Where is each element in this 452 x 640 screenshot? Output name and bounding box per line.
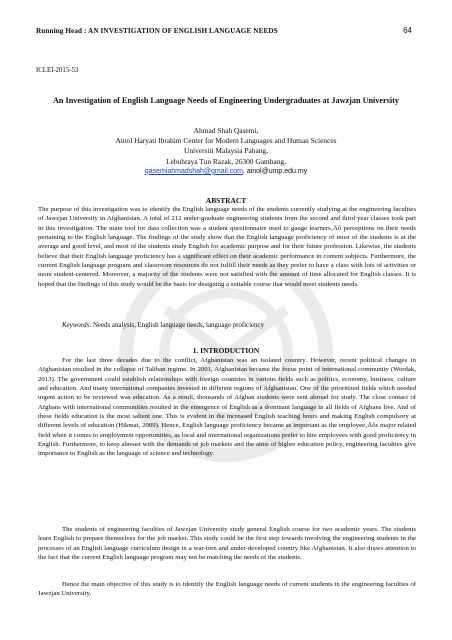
author-university: Universiti Malaysia Pahang, — [184, 146, 268, 156]
intro-paragraph-3: Hence the main objective of this study is to identify the English language needs of current students in the engineering faculties of Jawzjan University. — [38, 581, 416, 598]
keywords-line — [62, 322, 264, 329]
intro-paragraph-2: The students of engineering faculties of Jawzjan University study general English course for two academic years. The students learn English to prepare themselves for the job market. This study could be the first step towards involving the engineering students in the processes of an English language curriculum design in a war-torn and under-developed country like Afghanistan. It also draws attention to the fact that the current English language program may not be matching the needs of the students. — [38, 526, 416, 562]
author-emails — [60, 167, 392, 177]
keywords-label: Keywords — [62, 322, 90, 329]
email-link[interactable]: qasemiahmadshah@gmail.com — [144, 167, 243, 175]
author-name: Ahmad Shah Qasemi, — [193, 126, 259, 135]
page-number: 64 — [403, 26, 412, 35]
paper-title: An Investigation of English Language Needs of Engineering Undergraduates at Jawzjan University — [53, 96, 399, 105]
conference-id: ICLEI-2015-53 — [36, 67, 79, 74]
email-secondary: ainol@ump.edu.my — [246, 167, 308, 175]
email-separator: , — [242, 167, 247, 175]
keywords-text: : Needs analysis, English language needs, language proficiency — [89, 322, 265, 329]
abstract-heading: ABSTRACT — [205, 196, 247, 205]
author-block — [60, 126, 392, 177]
abstract-text: The purpose of this investigation was to identify the English language needs of the students currently studying at the engineering faculties of Jawzjan University in Afghanistan. A total of 212 under-graduate engineering students from the second and third year classes took part in this investigation. The main tool for data collection was a student questionnaire used to gauge learners‚Äô perceptions on their needs pertaining to the English language. The findings of the study show that the English language proficiency of most of the students is at the average and good level, and most of the students study English for academic purpose and for their future profession. Likewise, the students believe that their English language proficiency has a significant effect on their academic performance in content subjects. Furthermore, the current English language program and classroom resources do not fulfill their needs as they prefer to have a class with lots of activities or more student-centered. Moreover, a majority of the students were not satisfied with the amount of time allocated for English classes. It is hoped that the findings of this study would be the basis for designing a suitable course that would meet students needs. — [38, 206, 416, 288]
introduction-heading: 1. INTRODUCTION — [192, 346, 260, 355]
running-head: Running Head : AN INVESTIGATION OF ENGLISH LANGUAGE NEEDS — [36, 27, 278, 35]
author-affiliation: Ainol Haryati Ibrahim Center for Modern Languages and Human Sciences — [115, 136, 337, 146]
intro-paragraph-1: For the last three decades due to the conflict, Afghanistan was an isolated country. However, recent political changes in Afghanistan resulted in the collapse of Taliban regime. In 2001, Afghanistan became the focus point of international community (Wordak, 2013). The government could establish relationships with foreign countries in various fields such as politics, economy, business, culture and education. And many international companies invested in different regions of Afghanistan. One of the prioritized fields which needed urgent action to be reviewed was education. As a result, thousands of Afghan students were sent abroad for study. The close contact of Afghans with international communities resulted in the emergence of English as a dominant language in all fields of Afghans live. And of these fields education is the most salient one. This is evident in the increased English teaching hours and making English compulsory at different levels of education (Hikmat, 2009). Hence, English language proficiency became as important as the employee‚Äôs major related field when it comes to employment opportunities, as local and international organizations prefer to hire employees with good proficiency in English. Furthermore, to keep abreast with the demands of job markets and the aims of higher education policy, engineering faculties give importance to English as the language of science and technology. — [38, 357, 416, 458]
author-address: Lebuhraya Tun Razak, 26300 Gambang, — [166, 156, 286, 166]
